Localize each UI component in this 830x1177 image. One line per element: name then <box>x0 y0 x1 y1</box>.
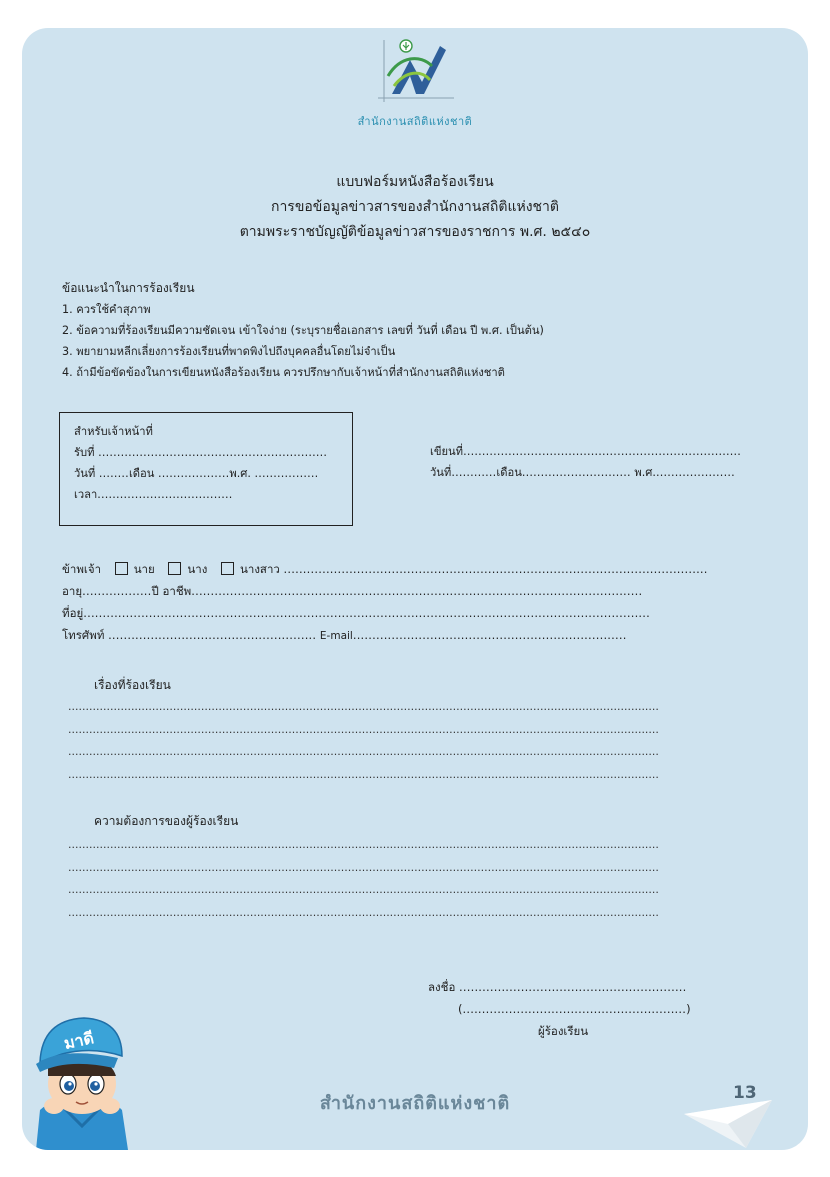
title-line-1: แบบฟอร์มหนังสือร้องเรียน <box>336 174 494 190</box>
received-no-label: รับที่ <box>74 446 95 459</box>
mrs-checkbox[interactable] <box>168 562 181 575</box>
written-date-field[interactable]: วันที่............เดือน............................. พ.ศ...................... <box>430 466 735 479</box>
written-at-label: เขียนที่ <box>430 445 464 458</box>
mascot-cap-text: มาดี <box>62 1028 96 1054</box>
name-field[interactable]: .............................................................................................................. <box>283 562 708 576</box>
written-year-label: พ.ศ. <box>634 466 656 479</box>
officer-date-label: วันที่ <box>74 467 96 480</box>
form-page <box>22 28 808 1150</box>
complainant-needs-heading: ความต้องการของผู้ร้องเรียน <box>94 814 239 828</box>
officer-time-label: เวลา <box>74 488 98 501</box>
instructions <box>62 278 544 383</box>
address-row[interactable]: ที่อยู่................................................................................................................................................... <box>62 606 650 620</box>
signature-field[interactable]: ลงชื่อ ........................................................... <box>428 980 687 994</box>
miss-checkbox[interactable] <box>221 562 234 575</box>
sign-label: ลงชื่อ <box>428 980 456 994</box>
title-line-2: การขอข้อมูลข่าวสารของสำนักงานสถิติแห่งชาติ <box>270 199 560 215</box>
title-select-row <box>62 558 774 580</box>
written-at-block <box>430 441 741 483</box>
instructions-heading: ข้อแนะนำในการร้องเรียน <box>62 281 195 295</box>
officer-box-heading: สำหรับเจ้าหน้าที่ <box>74 425 153 438</box>
occupation-label: ปี อาชีพ <box>151 584 192 598</box>
age-label: อายุ <box>62 584 83 598</box>
nso-logo-icon <box>370 36 460 110</box>
i-label: ข้าพเจ้า <box>62 562 102 576</box>
mascot-icon <box>22 1006 142 1150</box>
instruction-item: 3. พยายามหลีกเลี่ยงการร้องเรียนที่พาดพิงไปถึงบุคคลอื่นโดยไม่จำเป็น <box>62 345 396 358</box>
written-date-label: วันที่ <box>430 466 452 479</box>
complaint-subject-heading: เรื่องที่ร้องเรียน <box>94 678 171 692</box>
form-title <box>22 170 808 245</box>
title-line-3: ตามพระราชบัญญัติข้อมูลข่าวสารของราชการ พ.ศ. ๒๕๔๐ <box>239 224 591 240</box>
received-no-field[interactable]: รับที่ ............................................................. <box>74 446 328 459</box>
instruction-item: 2. ข้อความที่ร้องเรียนมีความชัดเจน เข้าใจง่าย (ระบุรายชื่อเอกสาร เลขที่ วันที่ เดือน ปี พ.ศ. เป็นต้น) <box>62 324 544 337</box>
miss-label: นางสาว <box>240 562 280 576</box>
phone-email-row[interactable]: โทรศัพท์ ...................................................... E-mail....................................................................... <box>62 628 627 642</box>
complaint-subject-lines[interactable]: ......................................................................................................................................................................... ......................................................................................................................................................................... ......................................................................................................................................................................... ......................................................................................................................................................................... <box>68 700 659 781</box>
address-label: ที่อยู่ <box>62 606 84 620</box>
instruction-item: 1. ควรใช้คำสุภาพ <box>62 303 151 316</box>
officer-month-label: เดือน <box>128 467 155 480</box>
mr-checkbox[interactable] <box>115 562 128 575</box>
officer-date-field[interactable]: วันที่ ........เดือน ...................พ.ศ. ................. <box>74 467 319 480</box>
logo-caption: สำนักงานสถิติแห่งชาติ <box>357 115 473 128</box>
mr-label: นาย <box>133 562 155 576</box>
complainant-label: ผู้ร้องเรียน <box>538 1024 589 1038</box>
personal-info <box>62 558 774 647</box>
mrs-label: นาง <box>187 562 208 576</box>
instruction-item: 4. ถ้ามีข้อขัดข้องในการเขียนหนังสือร้องเรียน ควรปรึกษากับเจ้าหน้าที่สำนักงานสถิติแห่งชาติ <box>62 366 505 379</box>
written-month-label: เดือน <box>496 466 522 479</box>
phone-label: โทรศัพท์ <box>62 628 105 642</box>
officer-use-box <box>59 412 353 526</box>
officer-time-field[interactable]: เวลา.................................... <box>74 488 233 501</box>
officer-year-label: พ.ศ. <box>229 467 251 480</box>
printed-name-field[interactable]: (..........................................................) <box>458 1002 691 1016</box>
complainant-needs-lines[interactable]: ......................................................................................................................................................................... ......................................................................................................................................................................... ......................................................................................................................................................................... ......................................................................................................................................................................... <box>68 838 659 919</box>
paper-plane-icon <box>684 1090 774 1150</box>
footer-org-name: สำนักงานสถิติแห่งชาติ <box>319 1093 511 1114</box>
age-occupation-row[interactable]: อายุ..................ปี อาชีพ..................................................................................................................... <box>62 584 643 598</box>
signature-block <box>428 976 691 1042</box>
page-number: 13 <box>733 1083 757 1103</box>
email-label: E-mail <box>319 630 353 642</box>
org-logo <box>22 36 808 130</box>
written-at-field[interactable]: เขียนที่.......................................................................... <box>430 445 742 458</box>
